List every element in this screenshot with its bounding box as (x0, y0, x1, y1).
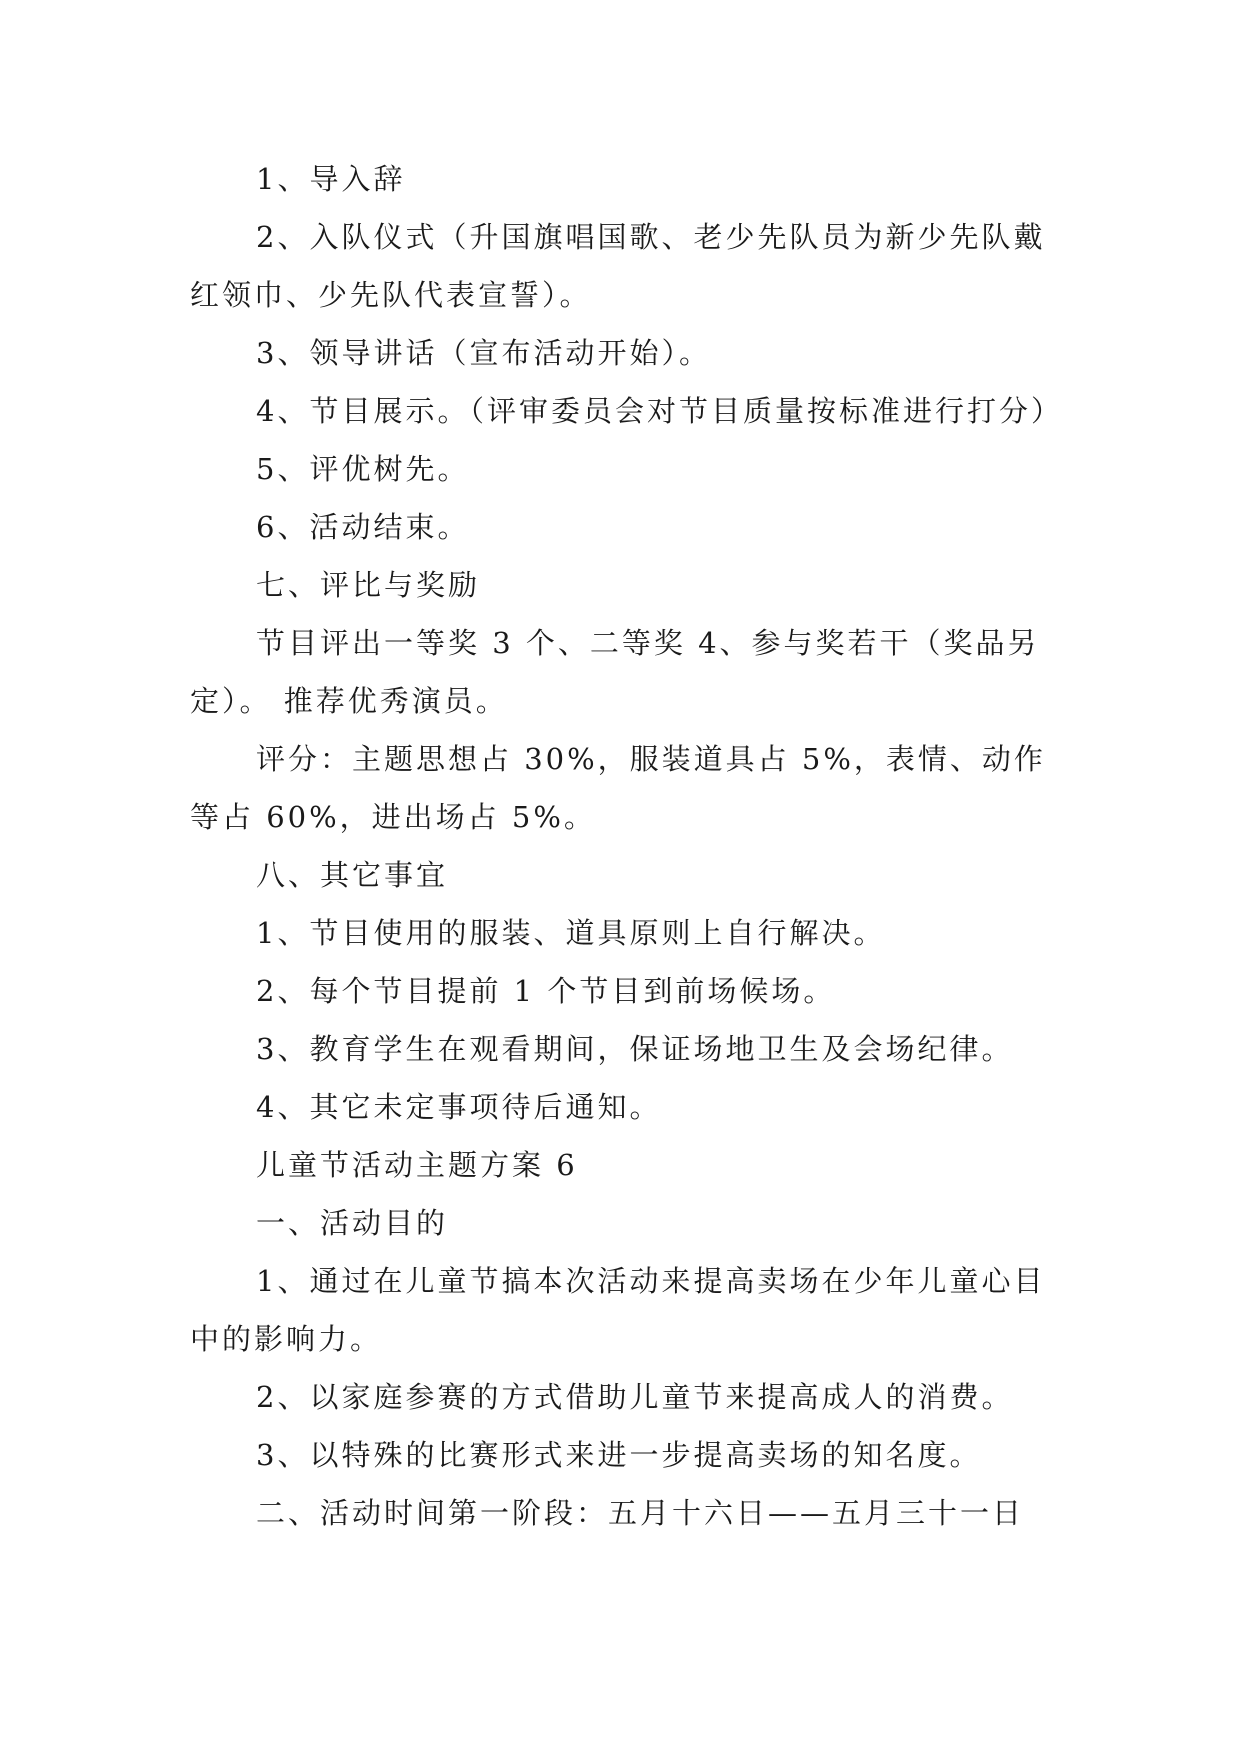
paragraph-induction-ceremony: 2、入队仪式（升国旗唱国歌、老少先队员为新少先队戴红领巾、少先队代表宣誓）。 (190, 220, 1046, 312)
paragraph-notice: 4、其它未定事项待后通知。 (256, 1090, 662, 1124)
paragraph-scoring: 评分：主题思想占 30%，服装道具占 5%，表情、动作等占 60%，进出场占 5%。 (190, 742, 1046, 834)
plan-title: 儿童节活动主题方案 6 (256, 1148, 578, 1182)
document-body (190, 150, 1063, 1542)
paragraph-costumes: 1、节目使用的服装、道具原则上自行解决。 (256, 916, 886, 950)
paragraph-awards-selection: 5、评优树先。 (256, 452, 470, 486)
section-heading-purpose: 一、活动目的 (256, 1206, 449, 1240)
paragraph-purpose-3: 3、以特殊的比赛形式来进一步提高卖场的知名度。 (256, 1438, 982, 1472)
paragraph-discipline: 3、教育学生在观看期间，保证场地卫生及会场纪律。 (256, 1032, 1014, 1066)
paragraph-purpose-1: 1、通过在儿童节搞本次活动来提高卖场在少年儿童心目中的影响力。 (190, 1264, 1046, 1356)
paragraph-purpose-2: 2、以家庭参赛的方式借助儿童节来提高成人的消费。 (256, 1380, 1014, 1414)
paragraph-activity-end: 6、活动结束。 (256, 510, 470, 544)
paragraph-intro-speech: 1、导入辞 (256, 162, 406, 196)
paragraph-program-show: 4、节目展示。（评审委员会对节目质量按标准进行打分） (256, 394, 1063, 428)
section-heading-other-matters: 八、其它事宜 (256, 858, 449, 892)
paragraph-standby: 2、每个节目提前 1 个节目到前场候场。 (256, 974, 836, 1008)
section-heading-time: 二、活动时间第一阶段：五月十六日——五月三十一日 (256, 1496, 1025, 1530)
paragraph-prize-count: 节目评出一等奖 3 个、二等奖 4、参与奖若干（奖品另定）。 推荐优秀演员。 (190, 626, 1040, 718)
section-heading-evaluation: 七、评比与奖励 (256, 568, 481, 602)
paragraph-leader-speech: 3、领导讲话（宣布活动开始）。 (256, 336, 711, 370)
